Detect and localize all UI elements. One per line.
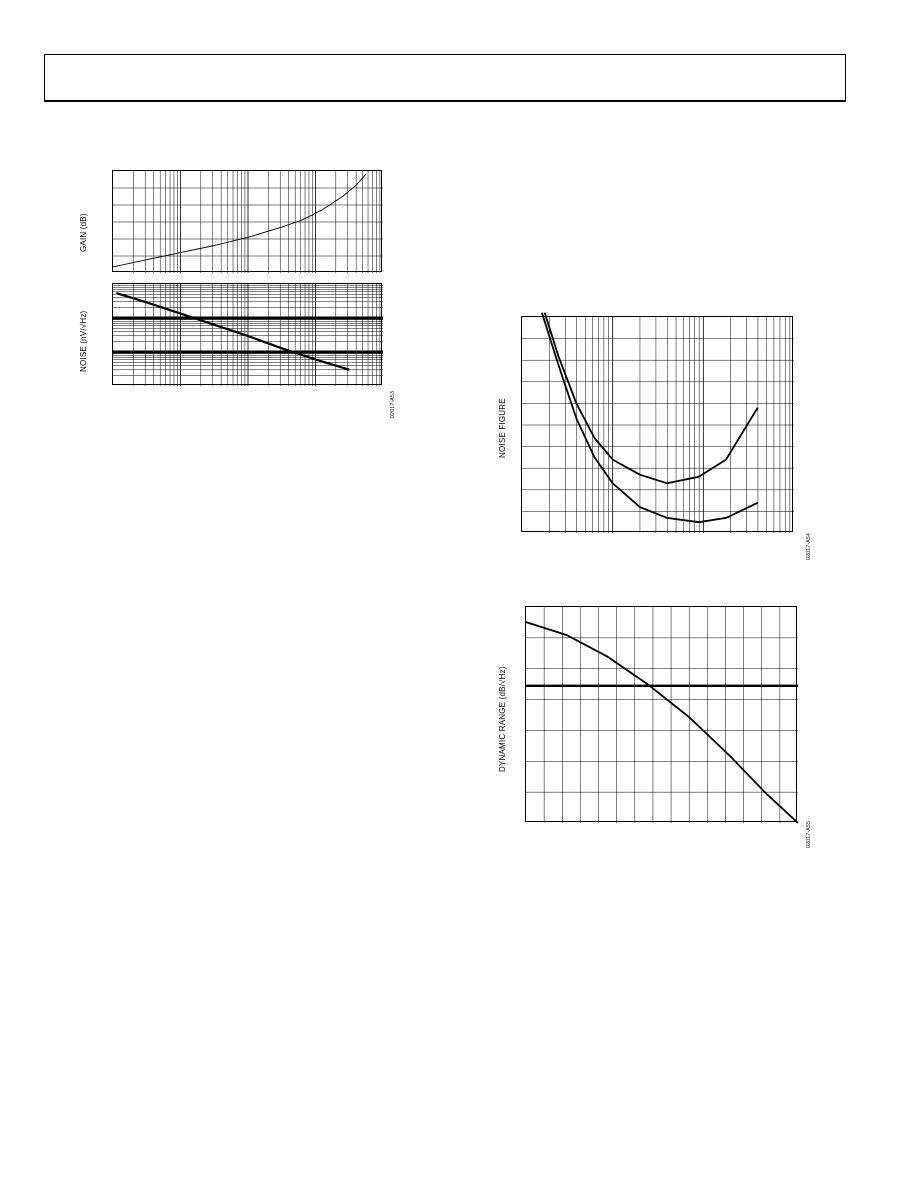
figure-code: 02017-A53 <box>390 391 396 418</box>
page-header-frame <box>44 54 846 102</box>
noise-figure-y-axis-label: NOISE FIGURE <box>498 398 507 458</box>
dynamic-range-chart-svg <box>526 607 798 823</box>
figure-code: 02017-A54 <box>806 533 812 560</box>
dynamic-range-chart <box>525 606 797 822</box>
noise-chart-svg <box>113 284 383 386</box>
gain-chart-svg <box>113 171 383 273</box>
dynamic-range-series-line <box>526 622 798 823</box>
noise-y-axis-label: NOISE (nV/√Hz) <box>79 310 88 372</box>
noise-figure-series-line <box>542 313 758 523</box>
dynamic-range-y-axis-label: DYNAMIC RANGE (dB/√Hz) <box>498 666 507 772</box>
gain-chart <box>112 170 382 272</box>
noise-figure-chart-svg <box>522 317 794 533</box>
gain-y-axis-label: GAIN (dB) <box>79 213 88 252</box>
noise-chart <box>112 283 382 385</box>
figure-code: 02017-A55 <box>806 821 812 848</box>
noise-figure-chart <box>521 316 793 532</box>
